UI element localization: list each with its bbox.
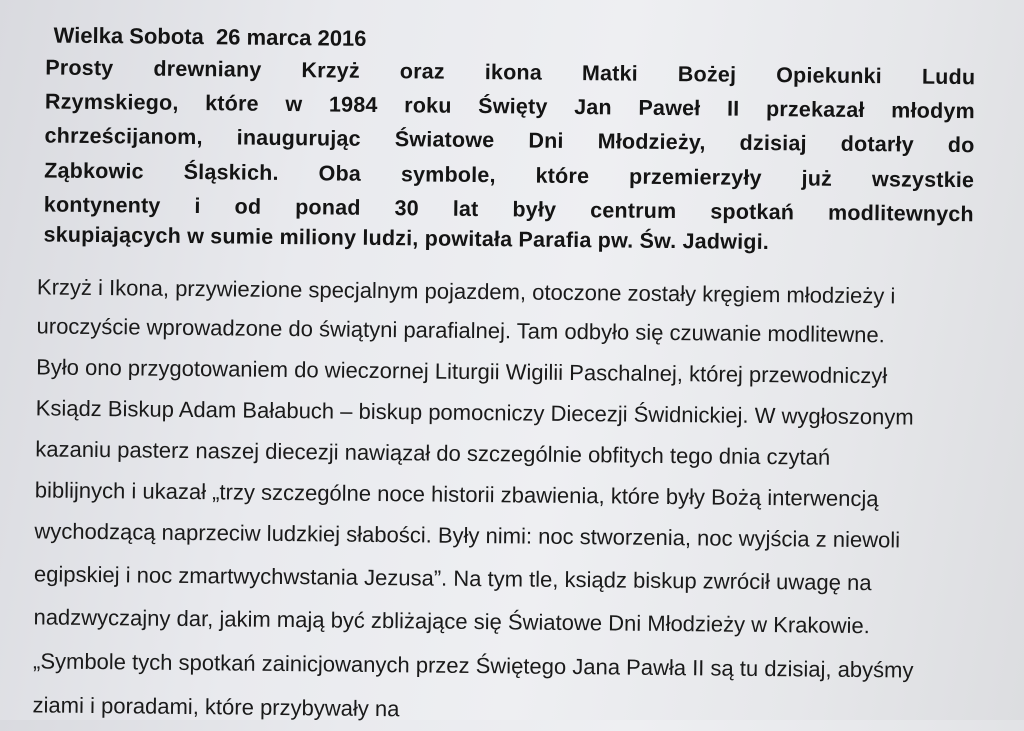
body-line: nadzwyczajny dar, jakim mają być zbliżające się Światowe Dni Młodzieży w Krakowie.: [33, 604, 870, 639]
body-line: biblijnych i ukazał „trzy szczególne noce historii zbawienia, które były Bożą interwencją: [34, 477, 879, 512]
body-line: egipskiej i noc zmartwychwstania Jezusa”. Na tym tle, ksiądz biskup zwrócił uwagę na: [33, 561, 872, 596]
lead-line: Ząbkowic Śląskich. Oba symbole, które przemierzyły już wszystkie: [44, 158, 975, 193]
document-heading: Wielka Sobota 26 marca 2016: [53, 22, 367, 51]
body-line: uroczyście wprowadzone do świątyni parafialnej. Tam odbyło się czuwanie modlitewne.: [36, 313, 885, 348]
lead-line: skupiających w sumie miliony ludzi, powitała Parafia pw. Św. Jadwigi.: [43, 222, 770, 255]
lead-line: Prosty drewniany Krzyż oraz ikona Matki Bożej Opiekunki Ludu: [45, 55, 976, 90]
lead-line: kontynenty i od ponad 30 lat były centrum spotkań modlitewnych: [43, 192, 974, 227]
lead-line: Rzymskiego, które w 1984 roku Święty Jan Paweł II przekazał młodym: [44, 89, 976, 124]
body-line: Krzyż i Ikona, przywiezione specjalnym pojazdem, otoczone zostały kręgiem młodzieży i: [36, 274, 896, 309]
body-line: Ksiądz Biskup Adam Bałabuch – biskup pomocniczy Diecezji Świdnickiej. W wygłoszonym: [35, 395, 914, 430]
body-line: ziami i poradami, które przybywały na: [32, 692, 400, 722]
lead-line: chrześcijanom, inaugurując Światowe Dni Młodzieży, dzisiaj dotarły do: [44, 123, 975, 158]
body-line: Było ono przygotowaniem do wieczornej Liturgii Wigilii Paschalnej, której przewodniczył: [36, 354, 888, 389]
body-line: „Symbole tych spotkań zainicjowanych przez Świętego Jana Pawła II są tu dzisiaj, abyśmy: [32, 648, 914, 683]
body-line: kazaniu pasterz naszej diecezji nawiązał do szczególnie obfitych tego dnia czytań: [35, 436, 831, 470]
body-line: wychodzącą naprzeciw ludzkiej słabości. Były nimi: noc stworzenia, noc wyjścia z niewoli: [34, 518, 901, 553]
